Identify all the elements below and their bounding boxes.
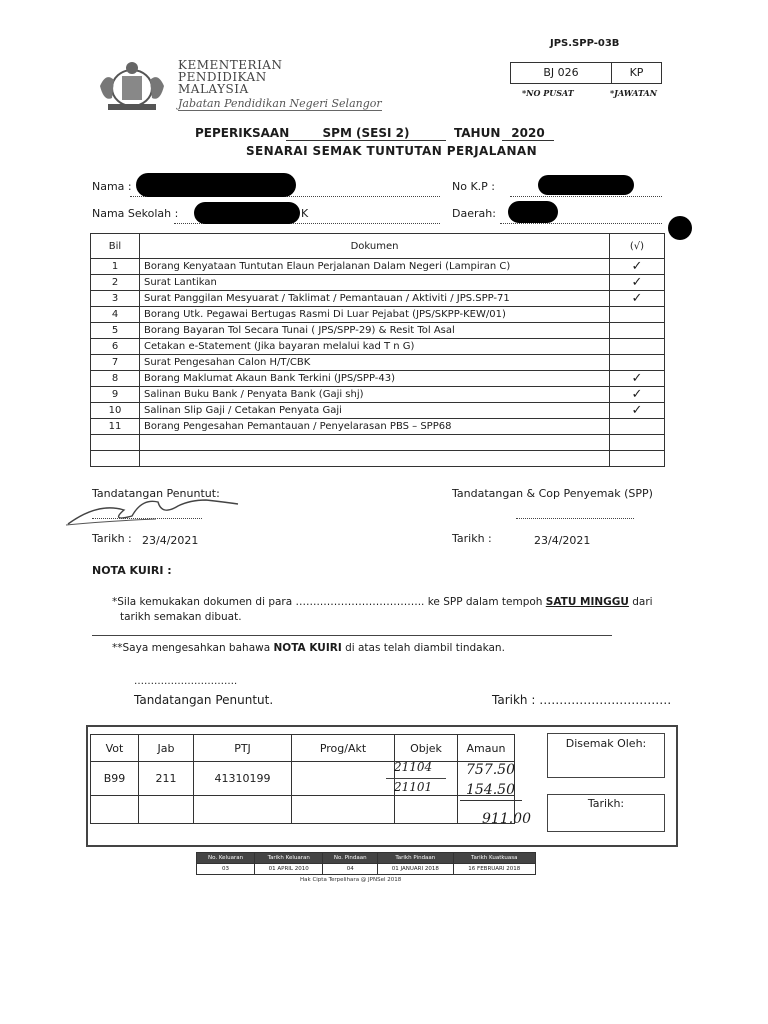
jawatan-label: *JAWATAN [610,88,658,98]
row-check[interactable]: ✓ [610,275,665,291]
sekolah-label: Nama Sekolah : [92,207,179,220]
row-document: Surat Panggilan Mesyuarat / Taklimat / Pemantauan / Aktiviti / JPS.SPP-71 [140,291,610,307]
nota-heading: NOTA KUIRI : [92,564,172,577]
crest-logo [92,58,172,114]
row-bil: 2 [91,275,140,291]
table-row [91,291,665,307]
amaun-header: Amaun [458,735,515,762]
disemak-label: Disemak Oleh: [565,737,647,750]
row-document: Borang Bayaran Tol Secara Tunai ( JPS/SPP-29) & Resit Tol Asal [140,323,610,339]
rev-value-4: 01 JANUARI 2018 [378,864,453,875]
tarikh-label: Tarikh: [587,797,625,810]
amaun-2: 154.50 [466,782,515,798]
revision-table [196,852,536,875]
amaun-1: 757.50 [466,762,515,778]
daerah-redaction [508,201,558,223]
objek-rule [386,778,446,779]
ministry-line-2: PENDIDIKAN [178,70,267,84]
verifier-sign-line [516,514,634,519]
claimant-sign-line [92,514,202,519]
row-bil: 11 [91,419,140,435]
nama-redaction [136,173,296,197]
hole-punch-mark [668,216,692,240]
rev-value-3: 04 [323,864,378,875]
row-check[interactable]: ✓ [610,371,665,387]
daerah-label: Daerah: [452,207,496,220]
nota-line-1-post: dari [632,596,653,608]
row-document: Borang Kenyataan Tuntutan Elaun Perjalanan Dalam Negeri (Lampiran C) [140,259,610,275]
nota-confirm-pre: **Saya mengesahkan bahawa [112,642,271,654]
row-check[interactable] [610,355,665,371]
row-bil [91,435,140,451]
table-row [91,387,665,403]
nota-line-1 [112,596,653,608]
rev-header-4: Tarikh Pindaan [378,853,453,864]
vot-header: Vot [91,735,139,762]
disemak-box[interactable] [547,733,665,778]
nota-line-1-pre: *Sila kemukakan dokumen di para ……..……………………….. ke SPP dalam tempoh [112,596,543,608]
nota-confirm-bold: NOTA KUIRI [273,642,342,654]
rev-value-2: 01 APRIL 2010 [255,864,323,875]
sekolah-tail: K [301,207,309,220]
row-document: Salinan Slip Gaji / Cetakan Penyata Gaji [140,403,610,419]
row-bil: 7 [91,355,140,371]
ministry-line-3: MALAYSIA [178,82,249,96]
row-document [140,451,610,467]
objek-2: 21101 [394,780,433,794]
table-row [91,403,665,419]
tarikh-box[interactable] [547,794,665,832]
row-check[interactable] [610,451,665,467]
verifier-date-label: Tarikh : [452,532,492,545]
rev-header-3: No. Pindaan [323,853,378,864]
amaun-total: 911.00 [482,811,531,827]
table-row [91,323,665,339]
row-check[interactable] [610,339,665,355]
rev-header-2: Tarikh Keluaran [255,853,323,864]
table-row [91,419,665,435]
nota-emphasis: SATU MINGGU [545,596,629,608]
nokp-redaction [538,175,634,195]
row-bil: 1 [91,259,140,275]
nokp-label: No K.P : [452,180,496,193]
vot-table [90,734,515,824]
row-bil [91,451,140,467]
centre-box [510,62,662,84]
rev-value-5: 16 FEBRUARI 2018 [453,864,535,875]
col-check: (√) [610,234,665,259]
row-bil: 6 [91,339,140,355]
claimant-signature [62,494,242,530]
table-row [91,355,665,371]
claimant-sign-label: Tandatangan Penuntut: [92,487,220,500]
row-bil: 10 [91,403,140,419]
row-check[interactable]: ✓ [610,291,665,307]
row-bil: 9 [91,387,140,403]
copyright: Hak Cipta Terpelihara @ JPNSel 2018 [300,877,402,883]
table-row [91,307,665,323]
vot-value: B99 [91,762,139,796]
row-check[interactable] [610,435,665,451]
nota-divider [92,635,612,636]
prog-header: Prog/Akt [292,735,395,762]
row-bil: 4 [91,307,140,323]
exam-label: PEPERIKSAAN [195,126,290,140]
row-bil: 5 [91,323,140,339]
row-bil: 8 [91,371,140,387]
year-value: 2020 [502,126,554,141]
table-row [91,275,665,291]
no-pusat-label: *NO PUSAT [522,88,574,98]
nota-sign-dots: …………………………. [134,676,238,687]
table-row [91,371,665,387]
prog-value[interactable] [292,762,395,796]
row-document: Borang Pengesahan Pemantauan / Penyelarasan PBS – SPP68 [140,419,610,435]
rev-header-1: No. Keluaran [197,853,255,864]
table-row [91,451,665,467]
year-label: TAHUN [454,126,501,140]
row-check[interactable]: ✓ [610,259,665,275]
department-name: Jabatan Pendidikan Negeri Selangor [178,97,382,110]
objek-header: Objek [395,735,458,762]
row-document: Cetakan e-Statement (Jika bayaran melalui kad T n G) [140,339,610,355]
nota-date-label: Tarikh : …………………………… [492,693,672,707]
table-row [91,435,665,451]
exam-value: SPM (SESI 2) [286,126,446,141]
nama-label: Nama : [92,180,132,193]
amaun-total-rule [460,800,522,801]
no-pusat-value: BJ 026 [511,63,612,83]
table-row [91,259,665,275]
row-document: Borang Utk. Pegawai Bertugas Rasmi Di Luar Pejabat (JPS/SKPP-KEW/01) [140,307,610,323]
ptj-value: 41310199 [194,762,292,796]
ministry-line-1: KEMENTERIAN [178,58,283,72]
jab-value: 211 [139,762,194,796]
ptj-header: PTJ [194,735,292,762]
jab-header: Jab [139,735,194,762]
page-title: SENARAI SEMAK TUNTUTAN PERJALANAN [246,144,538,158]
checklist-table [90,233,665,467]
row-check[interactable] [610,419,665,435]
form-code: JPS.SPP-03B [550,38,620,49]
verifier-date: 23/4/2021 [534,534,591,547]
nota-confirm [112,642,505,654]
jawatan-value: KP [629,66,644,79]
row-document [140,435,610,451]
row-check[interactable] [610,323,665,339]
row-document: Surat Lantikan [140,275,610,291]
row-document: Surat Pengesahan Calon H/T/CBK [140,355,610,371]
rev-value-1: 03 [197,864,255,875]
row-check[interactable]: ✓ [610,403,665,419]
row-check[interactable]: ✓ [610,387,665,403]
verifier-sign-label: Tandatangan & Cop Penyemak (SPP) [452,487,653,500]
sekolah-redaction [194,202,300,224]
col-bil: Bil [91,234,140,259]
nota-line-2: tarikh semakan dibuat. [120,611,242,623]
nota-confirm-post: di atas telah diambil tindakan. [345,642,505,654]
objek-1: 21104 [394,760,433,774]
nota-sign-label: Tandatangan Penuntut. [134,693,274,707]
rev-header-5: Tarikh Kuatkuasa [453,853,535,864]
col-dokumen: Dokumen [140,234,610,259]
row-document: Salinan Buku Bank / Penyata Bank (Gaji shj) [140,387,610,403]
row-check[interactable] [610,307,665,323]
claimant-date: 23/4/2021 [142,534,199,547]
row-document: Borang Maklumat Akaun Bank Terkini (JPS/SPP-43) [140,371,610,387]
row-bil: 3 [91,291,140,307]
table-row [91,339,665,355]
claimant-date-label: Tarikh : [92,532,132,545]
